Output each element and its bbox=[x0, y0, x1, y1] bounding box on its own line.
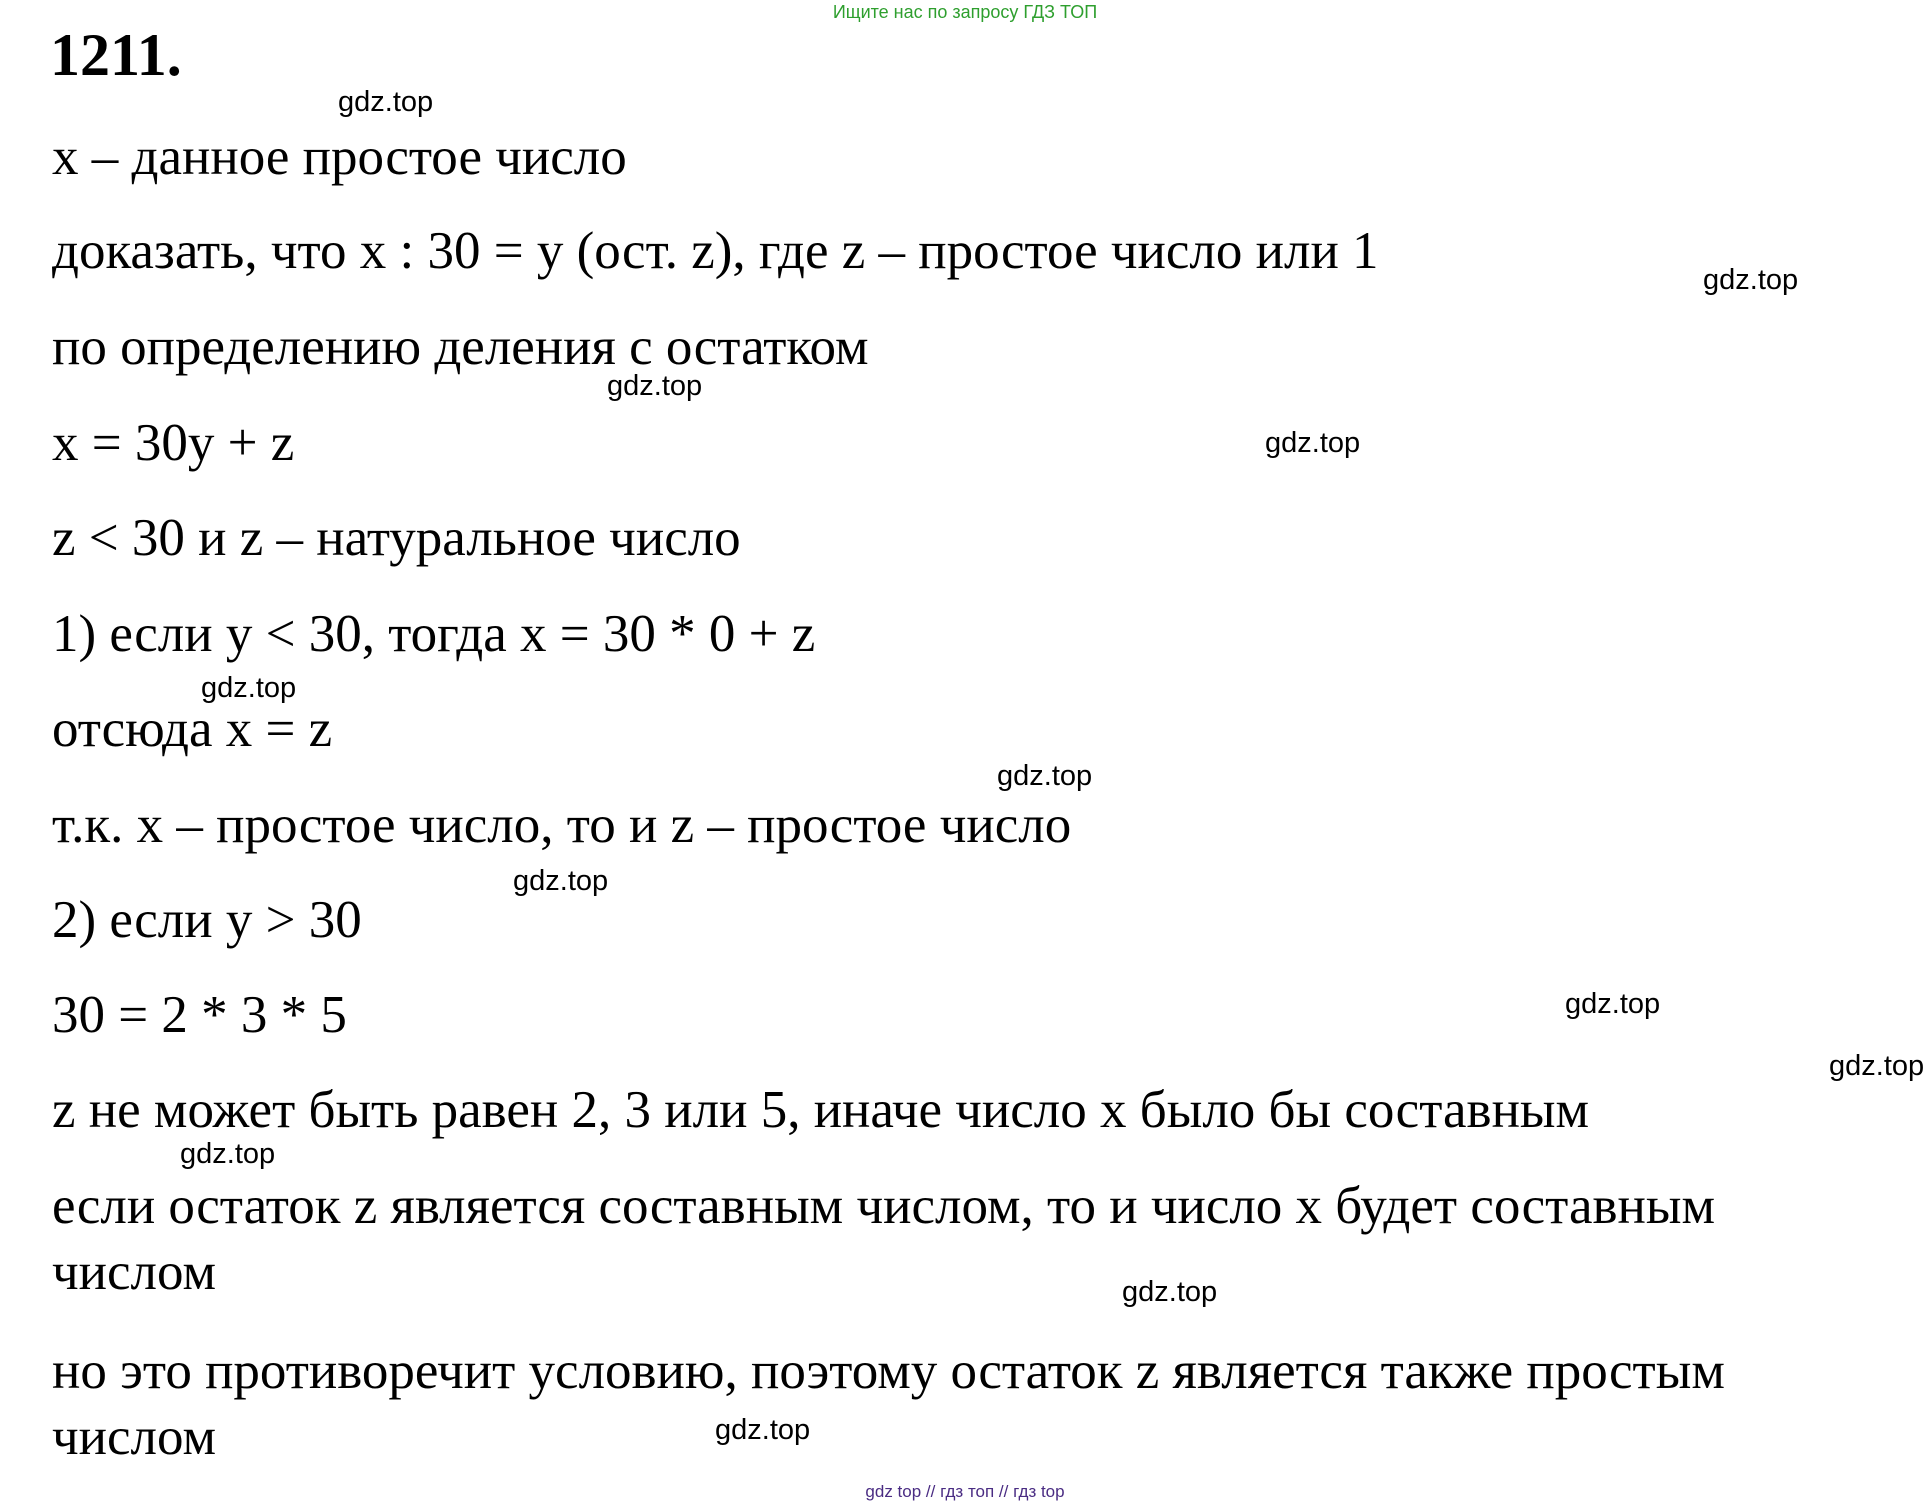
solution-line-3: по определению деления с остатком bbox=[52, 318, 869, 376]
watermark: gdz.top bbox=[1829, 1050, 1925, 1082]
watermark: gdz.top bbox=[1265, 427, 1361, 459]
solution-line-13: но это противоречит условию, поэтому остаток z является также простым bbox=[52, 1342, 1725, 1400]
solution-line-6: 1) если у < 30, тогда х = 30 * 0 + z bbox=[52, 605, 816, 663]
solution-line-8: т.к. х – простое число, то и z – простое число bbox=[52, 796, 1072, 854]
watermark: gdz.top bbox=[1122, 1276, 1218, 1308]
solution-line-13-cont: числом bbox=[52, 1408, 217, 1466]
solution-line-12: если остаток z является составным числом, то и число х будет составным bbox=[52, 1177, 1716, 1235]
solution-line-11: z не может быть равен 2, 3 или 5, иначе число х было бы составным bbox=[52, 1081, 1590, 1139]
watermark: gdz.top bbox=[715, 1414, 811, 1446]
solution-line-9: 2) если у > 30 bbox=[52, 891, 362, 949]
watermark: gdz.top bbox=[513, 865, 609, 897]
watermark: gdz.top bbox=[180, 1138, 276, 1170]
footer-watermark: gdz top // гдз топ // гдз top bbox=[865, 1482, 1065, 1501]
watermark: gdz.top bbox=[338, 86, 434, 118]
solution-line-7: отсюда х = z bbox=[52, 700, 333, 758]
solution-line-12-cont: числом bbox=[52, 1243, 217, 1301]
top-banner: Ищите нас по запросу ГДЗ ТОП bbox=[832, 2, 1098, 22]
watermark: gdz.top bbox=[1703, 264, 1799, 296]
solution-line-5: z < 30 и z – натуральное число bbox=[52, 509, 741, 567]
watermark: gdz.top bbox=[1565, 988, 1661, 1020]
watermark: gdz.top bbox=[997, 760, 1093, 792]
watermark: gdz.top bbox=[201, 672, 297, 704]
problem-number: 1211. bbox=[50, 22, 182, 88]
watermark: gdz.top bbox=[607, 370, 703, 402]
solution-line-1: х – данное простое число bbox=[52, 128, 627, 186]
solution-line-4: х = 30у + z bbox=[52, 414, 295, 472]
solution-line-10: 30 = 2 * 3 * 5 bbox=[52, 986, 347, 1044]
solution-line-2: доказать, что х : 30 = у (ост. z), где z – простое число или 1 bbox=[52, 222, 1379, 280]
